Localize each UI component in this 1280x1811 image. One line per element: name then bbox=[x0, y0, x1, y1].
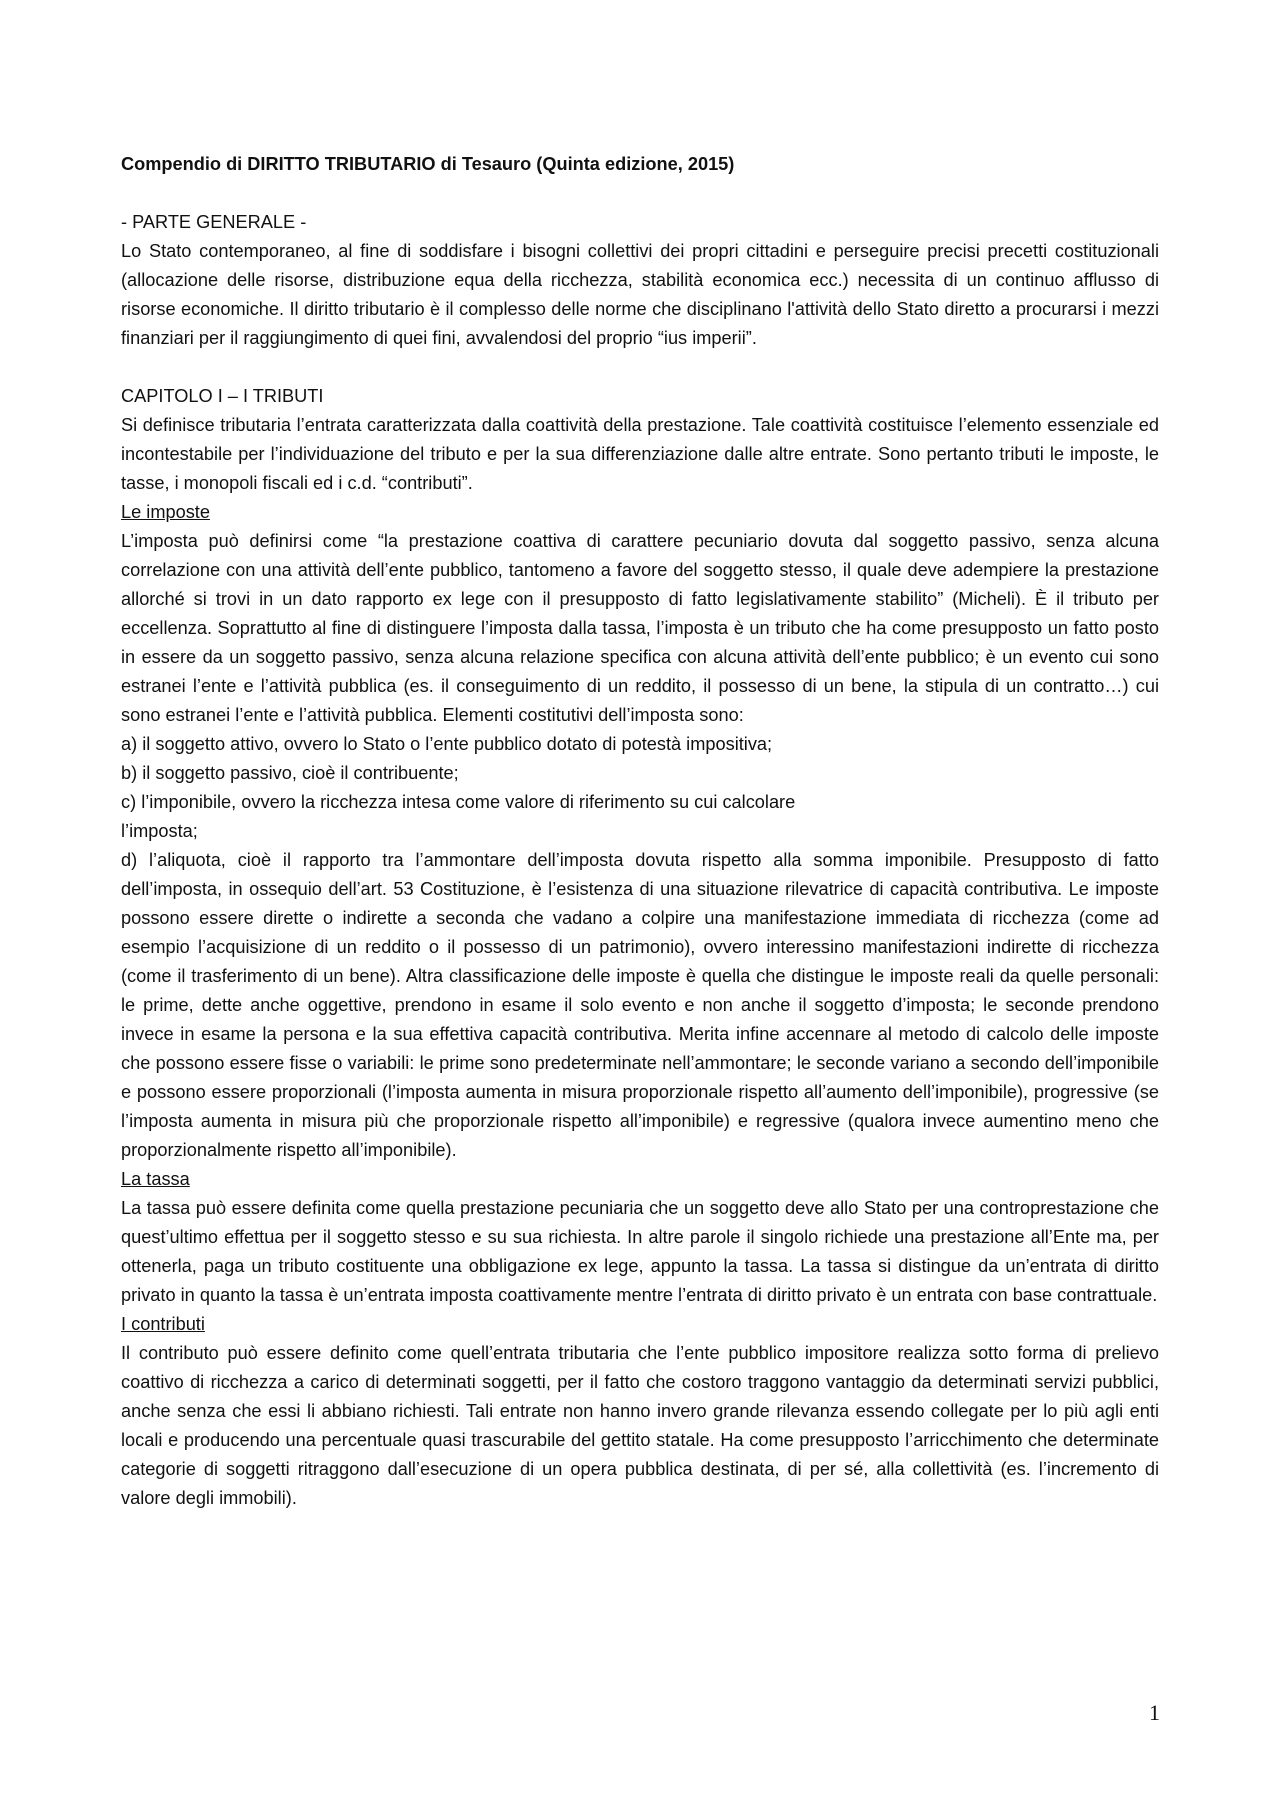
contributi-heading: I contributi bbox=[121, 1314, 205, 1334]
page-content bbox=[121, 150, 1159, 1513]
list-item-c-line2: l’imposta; bbox=[121, 821, 198, 841]
page-number: 1 bbox=[1149, 1700, 1160, 1725]
imposte-paragraph: L’imposta può definirsi come “la prestazione coattiva di carattere pecuniario dovuta dal soggetto passivo, senza alcuna correlazione con una attività dell’ente pubblico, tantomeno a favore del soggetto stesso, il quale deve adempiere la prestazione allorché si trovi in un dato rapporto ex lege con il presupposto di fatto legislativamente stabilito” (Micheli). È il tributo per eccellenza. Soprattutto al fine di distinguere l’imposta dalla tassa, l’imposta è un tributo che ha come presupposto un fatto posto in essere da un soggetto passivo, senza alcuna relazione specifica con alcuna attività dell’ente pubblico; è un evento cui sono estranei l’ente e l’attività pubblica (es. il conseguimento di un reddito, il possesso di un bene, la stipula di un contratto…) cui sono estranei l’ente e l’attività pubblica. Elementi costitutivi dell’imposta sono: bbox=[121, 531, 1159, 725]
tassa-paragraph: La tassa può essere definita come quella prestazione pecuniaria che un soggetto deve allo Stato per una controprestazione che quest’ultimo effettua per il soggetto stesso e su sua richiesta. In altre parole il singolo richiede una prestazione all’Ente ma, per ottenerla, paga un tributo costituente una obbligazione ex lege, appunto la tassa. La tassa si distingue da un’entrata di diritto privato in quanto la tassa è un’entrata imposta coattivamente mentre l’entrata di diritto privato è un entrata con base contrattuale. bbox=[121, 1198, 1159, 1305]
parte-generale-heading: - PARTE GENERALE - bbox=[121, 212, 307, 232]
section-gap bbox=[121, 353, 1159, 382]
document-title: Compendio di DIRITTO TRIBUTARIO di Tesauro (Quinta edizione, 2015) bbox=[121, 154, 735, 174]
list-item-d: d) l’aliquota, cioè il rapporto tra l’ammontare dell’imposta dovuta rispetto alla somma imponibile. Presupposto di fatto dell’imposta, in ossequio dell’art. 53 Costituzione, è l’esistenza di una situazione rilevatrice di capacità contributiva. Le imposte possono essere dirette o indirette a seconda che vadano a colpire una manifestazione immediata di ricchezza (come ad esempio l’acquisizione di un reddito o il possesso di un patrimonio), ovvero interessino manifestazioni indirette di ricchezza (come il trasferimento di un bene). Altra classificazione delle imposte è quella che distingue le imposte reali da quelle personali: le prime, dette anche oggettive, prendono in esame il solo evento e non anche il soggetto d’imposta; le seconde prendono invece in esame la persona e la sua effettiva capacità contributiva. Merita infine accennare al metodo di calcolo delle imposte che possono essere fisse o variabili: le prime sono predeterminate nell’ammontare; le seconde variano a secondo dell’imponibile e possono essere proporzionali (l’imposta aumenta in misura proporzionale rispetto all’aumento dell’imponibile), progressive (se l’imposta aumenta in misura più che proporzionale rispetto all’imponibile) e regressive (qualora invece aumentino meno che proporzionalmente rispetto all’imponibile). bbox=[121, 850, 1159, 1160]
parte-generale-paragraph: Lo Stato contemporaneo, al fine di soddisfare i bisogni collettivi dei propri cittadini e perseguire precisi precetti costituzionali (allocazione delle risorse, distribuzione equa della ricchezza, stabilità economica ecc.) necessita di un continuo afflusso di risorse economiche. Il diritto tributario è il complesso delle norme che disciplinano l'attività dello Stato diretto a procurarsi i mezzi finanziari per il raggiungimento di quei fini, avvalendosi del proprio “ius imperii”. bbox=[121, 241, 1159, 348]
list-item-c-line1: c) l’imponibile, ovvero la ricchezza intesa come valore di riferimento su cui calcolare bbox=[121, 792, 796, 812]
list-item-b: b) il soggetto passivo, cioè il contribuente; bbox=[121, 763, 459, 783]
imposte-heading: Le imposte bbox=[121, 502, 210, 522]
contributi-paragraph: Il contributo può essere definito come quell’entrata tributaria che l’ente pubblico impositore realizza sotto forma di prelievo coattivo di ricchezza a carico di determinati soggetti, per il fatto che costoro traggono vantaggio da determinati servizi pubblici, anche senza che essi li abbiano richiesti. Tali entrate non hanno invero grande rilevanza essendo collegate per lo più agli enti locali e producendo una percentuale quasi trascurabile del gettito statale. Ha come presupposto l’arricchimento che determinate categorie di soggetti ritraggono dall’esecuzione di un opera pubblica destinata, di per sé, alla collettività (es. l’incremento di valore degli immobili). bbox=[121, 1343, 1159, 1508]
list-item-a: a) il soggetto attivo, ovvero lo Stato o l’ente pubblico dotato di potestà impositiva; bbox=[121, 734, 773, 754]
tassa-heading: La tassa bbox=[121, 1169, 190, 1189]
capitolo-intro-paragraph: Si definisce tributaria l’entrata caratterizzata dalla coattività della prestazione. Tale coattività costituisce l’elemento essenziale ed incontestabile per l’individuazione del tributo e per la sua differenziazione dalle altre entrate. Sono pertanto tributi le imposte, le tasse, i monopoli fiscali ed i c.d. “contributi”. bbox=[121, 415, 1159, 493]
capitolo-heading: CAPITOLO I – I TRIBUTI bbox=[121, 386, 324, 406]
